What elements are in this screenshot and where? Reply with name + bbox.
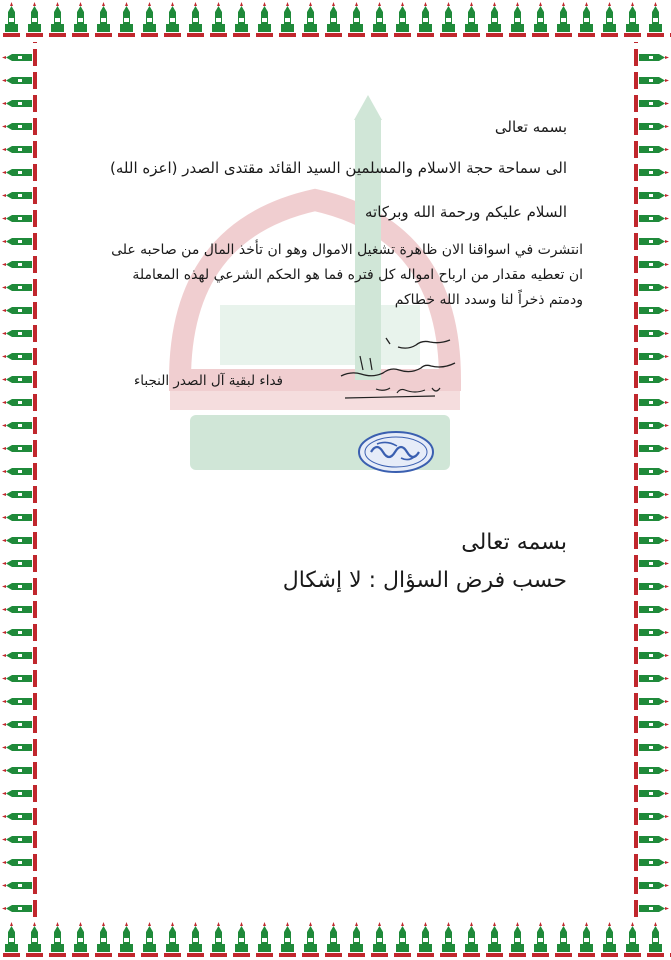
reply-basmala: بسمه تعالى — [461, 530, 567, 555]
ornamental-border-top — [0, 0, 671, 42]
official-seal-stamp — [357, 430, 435, 474]
recipient-line: الى سماحة حجة الاسلام والمسلمين السيد القائد مقتدى الصدر (اعزه الله) — [110, 159, 567, 177]
ornamental-border-left — [0, 0, 40, 960]
greeting-line: السلام عليكم ورحمة الله وبركاته — [365, 203, 567, 221]
handwritten-reply — [330, 330, 460, 412]
signoff-line: فداء لبقية آل الصدر النجباء — [133, 373, 283, 389]
reply-ruling: حسب فرض السؤال : لا إشكال — [282, 568, 567, 593]
body-line: ان تعطيه مقدار من ارباح امواله كل فتره فما هو الحكم الشرعي لهذه المعاملة — [132, 267, 583, 283]
body-line: انتشرت في اسواقنا الان ظاهرة تشغيل الاموال وهو ان تأخذ المال من صاحبه على — [111, 242, 583, 258]
ornamental-border-right — [631, 0, 671, 960]
body-line: ودمتم ذخراً لنا وسدد الله خطاكم — [394, 292, 583, 308]
ornamental-border-bottom — [0, 918, 671, 960]
basmala-heading: بسمه تعالى — [494, 118, 567, 136]
question-body — [83, 238, 583, 313]
